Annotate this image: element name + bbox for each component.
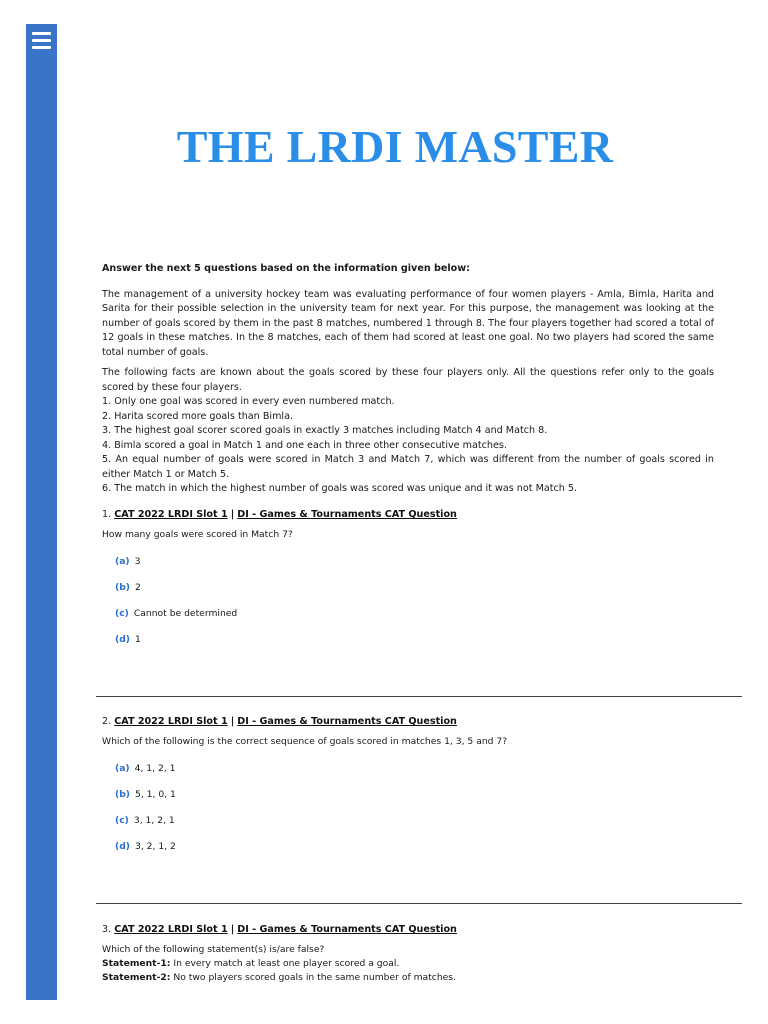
exam-link[interactable]: CAT 2022 LRDI Slot 1 [114,924,228,935]
menu-bar [32,32,51,35]
question-number: 3. [102,924,112,935]
question-header [102,715,722,729]
fact-item: 1. Only one goal was scored in every even numbered match. [102,396,395,407]
option-letter: (c) [115,608,129,619]
statement-label: Statement-1: [102,958,171,969]
fact-item: 6. The match in which the highest number of goals was scored was unique and it was not Match 5. [102,483,578,494]
statement-text: In every match at least one player scored a goal. [170,958,400,969]
facts-list [102,395,714,497]
statement-text: No two players scored goals in the same number of matches. [170,972,457,983]
separator: | [230,924,235,935]
statement-label: Statement-2: [102,972,171,983]
option-letter: (d) [115,634,130,645]
question-number: 2. [102,716,112,727]
option-b[interactable] [115,582,722,608]
sidebar [26,24,57,1000]
option-text: 5, 1, 0, 1 [134,789,176,800]
option-c[interactable] [115,815,722,841]
fact-item: 4. Bimla scored a goal in Match 1 and one each in three other consecutive matches. [102,439,507,451]
option-text: 3, 1, 2, 1 [133,815,175,826]
option-a[interactable] [115,556,722,582]
exam-link[interactable]: CAT 2022 LRDI Slot 1 [114,509,228,520]
menu-bar [32,39,51,42]
menu-bar [32,46,51,49]
fact-item: 2. Harita scored more goals than Bimla. [102,410,294,422]
fact-item: 3. The highest goal scorer scored goals in exactly 3 matches including Match 4 and Match 8. [102,425,548,436]
question-number: 1. [102,509,112,520]
option-letter: (a) [115,763,130,774]
question-text: How many goals were scored in Match 7? [102,529,293,540]
statement-2 [102,971,722,985]
option-d[interactable] [115,634,722,660]
passage-heading: Answer the next 5 questions based on the information given below: [102,263,470,274]
question-2 [102,715,722,867]
option-letter: (a) [115,556,130,567]
question-header [102,508,722,522]
option-text: 3 [134,556,141,567]
options-list [115,556,722,660]
topic-link[interactable]: DI - Games & Tournaments CAT Question [237,924,457,935]
option-text: 3, 2, 1, 2 [134,841,176,852]
separator: | [230,716,235,727]
option-text: 2 [134,582,141,593]
hamburger-menu-icon[interactable] [32,32,51,49]
divider [96,696,742,697]
question-text: Which of the following statement(s) is/are false? [102,944,325,955]
option-text: 1 [134,634,141,645]
site-title: THE LRDI MASTER [176,121,614,172]
options-list [115,763,722,867]
separator: | [230,509,235,520]
option-letter: (b) [115,789,130,800]
option-b[interactable] [115,789,722,815]
topic-link[interactable]: DI - Games & Tournaments CAT Question [237,716,457,727]
question-3 [102,923,722,985]
passage-paragraph-1: The management of a university hockey team was evaluating performance of four women players - Amla, Bimla, Harita and Sarita for their possible selection in the university team for next year. For this purpose, the management was looking at the number of goals scored by them in the past 8 matches, numbered 1 through 8. The four players together had scored a total of 12 goals in these matches. In the 8 matches, each of them had scored at least one goal. No two players had scored the same total number of goals. [102,288,714,358]
passage [102,262,714,497]
option-text: Cannot be determined [133,608,238,619]
option-letter: (c) [115,815,129,826]
option-letter: (d) [115,841,130,852]
exam-link[interactable]: CAT 2022 LRDI Slot 1 [114,716,228,727]
option-c[interactable] [115,608,722,634]
statement-1 [102,957,722,971]
fact-item: 5. An equal number of goals were scored in Match 3 and Match 7, which was different from the number of goals scored in either Match 1 or Match 5. [102,454,714,480]
divider [96,903,742,904]
topic-link[interactable]: DI - Games & Tournaments CAT Question [237,509,457,520]
question-text: Which of the following is the correct sequence of goals scored in matches 1, 3, 5 and 7? [102,736,508,747]
option-letter: (b) [115,582,130,593]
option-text: 4, 1, 2, 1 [134,763,176,774]
question-header [102,923,722,937]
question-1 [102,508,722,660]
option-d[interactable] [115,841,722,867]
option-a[interactable] [115,763,722,789]
passage-paragraph-2: The following facts are known about the goals scored by these four players only. All the questions refer only to the goals scored by these four players. [102,367,714,393]
